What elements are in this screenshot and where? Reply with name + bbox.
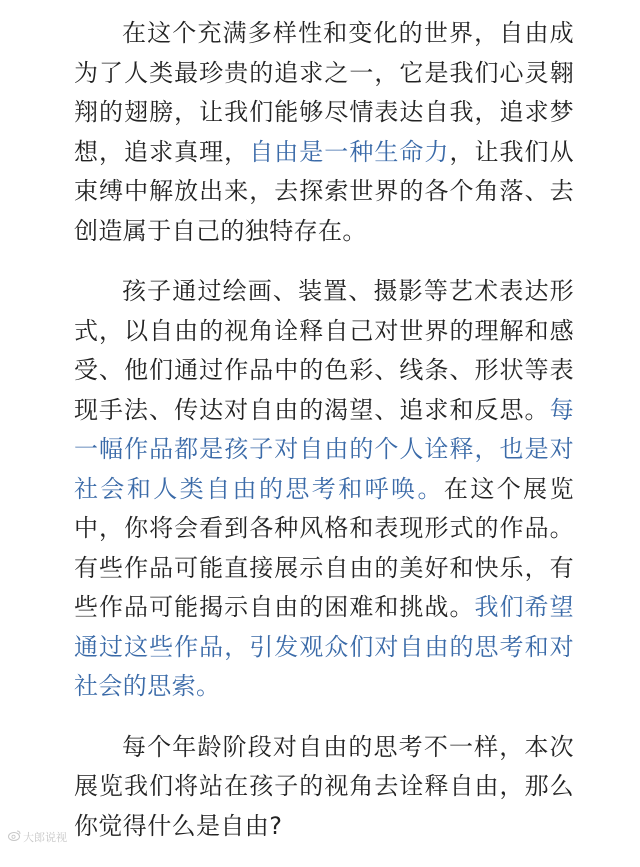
paragraph-3 <box>74 728 574 847</box>
paragraph-1-text-2: ，让我们从束缚中解放出来，去探索世界的各个角落、去创造属于自己的独特存在。 <box>74 137 574 245</box>
paragraph-2-text-1: 孩子通过绘画、装置、摄影等艺术表达形式，以自由的视角诠释自己对世界的理解和感受、他们通过作品中的色彩、线条、形状等表现手法、传达对自由的渴望、追求和反思。 <box>74 277 574 424</box>
paragraph-1-highlight-1: 自由是一种生命力 <box>249 137 450 166</box>
paragraph-2-highlight-2: 我们希望通过这些作品，引发观众们对自由的思考和对社会的思索。 <box>74 593 574 700</box>
watermark-text: 大郎说视 <box>23 831 67 844</box>
paragraph-2-text-2: 在这个展览中，你将会看到各种风格和表现形式的作品。有些作品可能直接展示自由的美好和快乐，有些作品可能揭示自由的困难和挑战。 <box>74 474 574 621</box>
watermark <box>8 829 67 845</box>
paragraph-1-text-1: 在这个充满多样性和变化的世界，自由成为了人类最珍贵的追求之一，它是我们心灵翱翔的翅膀，让我们能够尽情表达自我，追求梦想，追求真理， <box>74 19 574 166</box>
paragraph-1 <box>74 14 574 251</box>
weibo-icon <box>8 830 21 844</box>
paragraph-3-text-1: 每个年龄阶段对自由的思考不一样，本次展览我们将站在孩子的视角去诠释自由，那么你觉得什么是自由? <box>74 732 574 840</box>
paragraph-2 <box>74 272 574 707</box>
paragraph-2-highlight-1: 每一幅作品都是孩子对自由的个人诠释，也是对社会和人类自由的思考和呼唤。 <box>74 395 574 503</box>
article-body <box>74 14 574 867</box>
